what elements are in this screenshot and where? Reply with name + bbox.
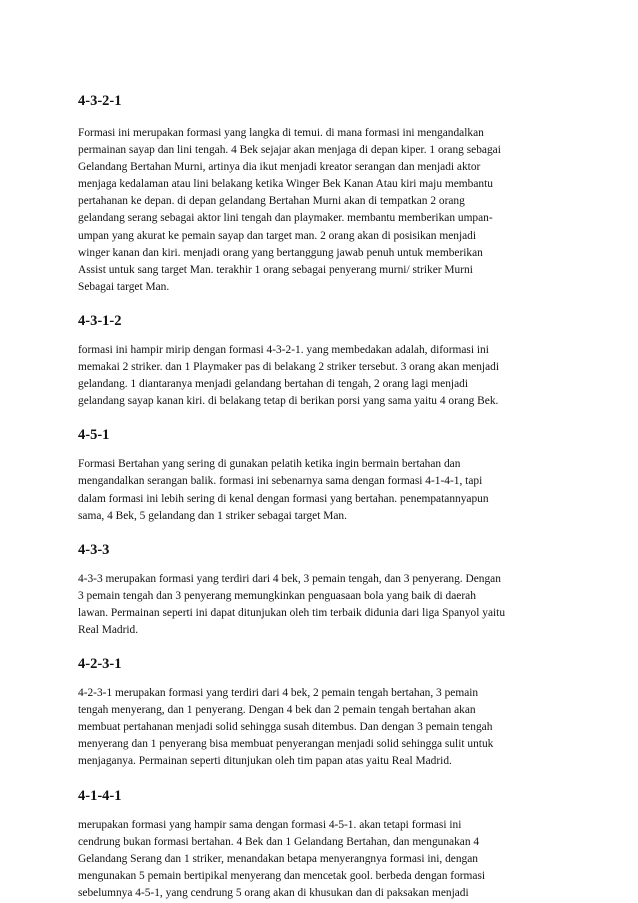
text-line: Formasi Bertahan yang sering di gunakan pelatih ketika ingin bermain bertahan dan <box>78 458 461 471</box>
text-line: menyerang dan 1 penyerang bisa membuat penyerangan menjadi solid sehingga sulit untuk <box>78 738 494 751</box>
text-line: Sebagai target Man. <box>78 280 170 293</box>
section-heading: 4-1-4-1 <box>78 787 122 804</box>
text-line: sebelumnya 4-5-1, yang cendrung 5 orang akan di khusukan dan di paksakan menjadi <box>78 886 469 899</box>
text-line: Real Madrid. <box>78 623 139 636</box>
text-line: tengah menyerang, dan 1 penyerang. Dengan 4 bek dan 2 pemain tengah bertahan akan <box>78 704 476 717</box>
section-4-1-4-1 <box>78 787 562 902</box>
text-line: umpan yang akurat ke pemain sayap dan target man. 2 orang akan di posisikan menjadi <box>78 229 477 242</box>
text-line: Gelandang Bertahan Murni, artinya dia ikut menjadi kreator serangan dan menjadi aktor <box>78 161 481 174</box>
text-line: gelandang sayap kanan kiri. di belakang tetap di berikan porsi yang sama yaitu 4 orang Bek. <box>78 395 499 408</box>
text-line: winger kanan dan kiri. menjadi orang yang bertanggung jawab penuh untuk memberikan <box>78 246 483 259</box>
section-heading: 4-5-1 <box>78 427 110 444</box>
text-line: permainan sayap dan lini tengah. 4 Bek sejajar akan menjaga di depan kiper. 1 orang sebagai <box>78 144 501 157</box>
text-line: lawan. Permainan seperti ini dapat ditunjukan oleh tim terbaik didunia dari liga Spanyol yaitu <box>78 606 506 619</box>
text-line: gelandang. 1 diantaranya menjadi gelandang bertahan di tengah, 2 orang lagi menjadi <box>78 378 468 391</box>
text-line: Assist untuk sang target Man. terakhir 1 orang sebagai penyerang murni/ striker Murni <box>78 263 473 276</box>
text-line: membuat pertahanan menjadi solid sehingga susah ditembus. Dan dengan 3 pemain tengah <box>78 721 493 734</box>
section-4-2-3-1 <box>78 655 562 770</box>
text-line: formasi ini hampir mirip dengan formasi 4-3-2-1. yang membedakan adalah, diformasi ini <box>78 343 489 356</box>
text-line: pertahanan ke depan. di depan gelandang Bertahan Murni akan di tempatkan 2 orang <box>78 195 465 208</box>
text-line: 4-2-3-1 merupakan formasi yang terdiri dari 4 bek, 2 pemain tengah bertahan, 3 pemain <box>78 687 479 700</box>
text-line: mengandalkan serangan balik. formasi ini sebenarnya sama dengan formasi 4-1-4-1, tapi <box>78 475 483 488</box>
section-paragraph <box>78 817 562 902</box>
section-4-3-3 <box>78 541 562 639</box>
text-line: memakai 2 striker. dan 1 Playmaker pas di belakang 2 striker tersebut. 3 orang akan menjadi <box>78 361 500 374</box>
section-paragraph <box>78 685 562 770</box>
section-paragraph <box>78 571 562 639</box>
text-line: menjaganya. Permainan seperti ditunjukan oleh tim papan atas yaitu Real Madrid. <box>78 755 452 768</box>
section-heading: 4-2-3-1 <box>78 656 122 673</box>
text-line: sama, 4 Bek, 5 gelandang dan 1 striker sebagai target Man. <box>78 509 347 522</box>
section-paragraph <box>78 342 562 410</box>
section-4-3-2-1 <box>78 92 562 296</box>
text-line: gelandang serang sebagai aktor lini tengah dan playmaker. membantu memberikan umpan- <box>78 212 493 225</box>
text-line: dalam formasi ini lebih sering di kenal dengan formasi yang bertahan. penempatannyapun <box>78 492 489 505</box>
document-page <box>78 92 562 902</box>
text-line: merupakan formasi yang hampir sama dengan formasi 4-5-1. akan tetapi formasi ini <box>78 818 462 831</box>
section-paragraph <box>78 125 562 296</box>
text-line: mengunakan 5 pemain bertipikal menyerang dan mencetak gool. berbeda dengan formasi <box>78 869 486 882</box>
text-line: Gelandang Serang dan 1 striker, menandakan betapa menyerangnya formasi ini, dengan <box>78 852 478 865</box>
section-4-3-1-2 <box>78 312 562 410</box>
text-line: cendrung bukan formasi bertahan. 4 Bek dan 1 Gelandang Bertahan, dan mengunakan 4 <box>78 835 480 848</box>
section-4-5-1 <box>78 426 562 524</box>
section-paragraph <box>78 456 562 524</box>
text-line: 4-3-3 merupakan formasi yang terdiri dari 4 bek, 3 pemain tengah, dan 3 penyerang. Dengan <box>78 572 501 585</box>
text-line: menjaga kedalaman atau lini belakang ketika Winger Bek Kanan Atau kiri maju membantu <box>78 178 493 191</box>
section-heading: 4-3-3 <box>78 541 110 558</box>
text-line: Formasi ini merupakan formasi yang langka di temui. di mana formasi ini mengandalkan <box>78 127 484 139</box>
section-heading: 4-3-1-2 <box>78 312 122 329</box>
text-line: 3 pemain tengah dan 3 penyerang memungkinkan penguasaan bola yang baik di daerah <box>78 589 476 602</box>
section-heading: 4-3-2-1 <box>78 93 122 109</box>
